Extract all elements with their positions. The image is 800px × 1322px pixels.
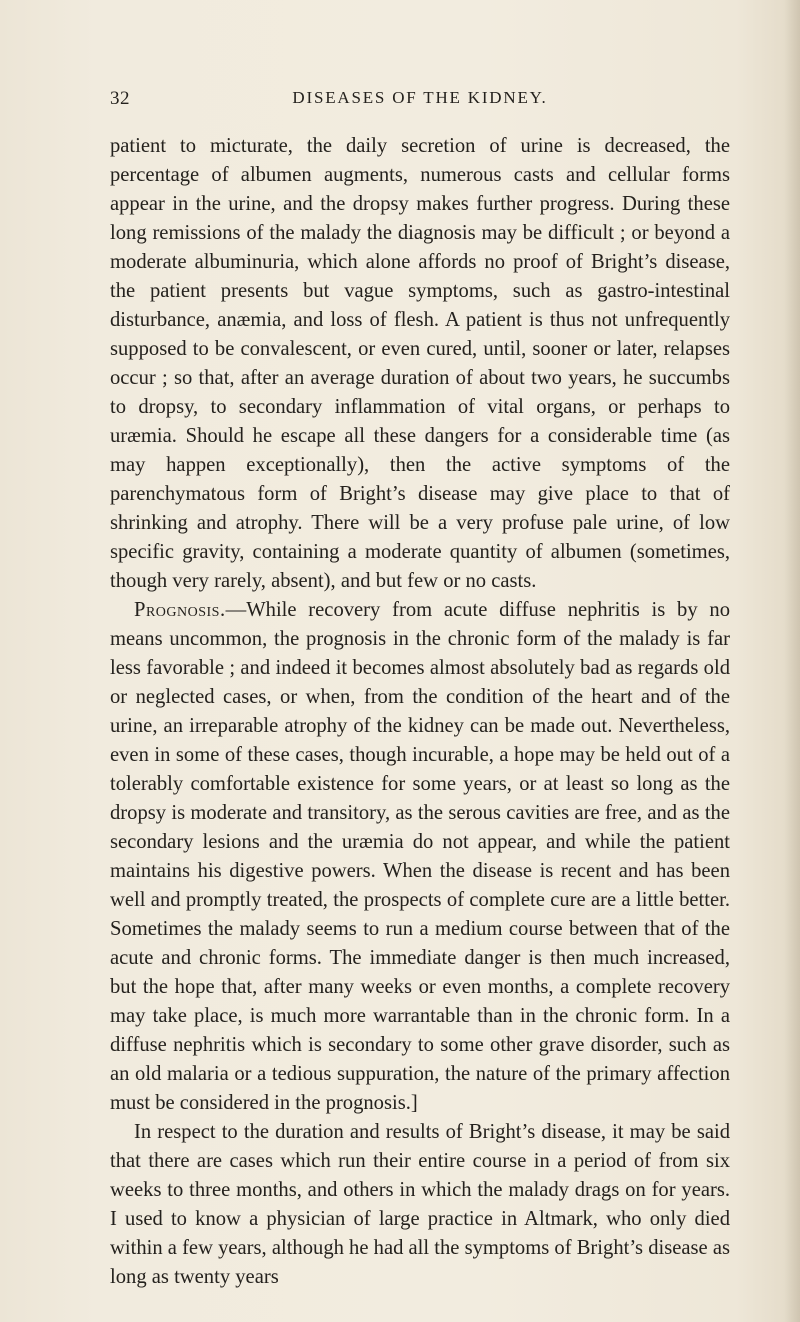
page-edge-shadow [784, 0, 800, 1322]
prognosis-text: —While recovery from acute diffuse nephritis is by no means uncommon, the prognosis in the chronic form of the malady is far less favorable ; and indeed it becomes almost absolutely bad as regards old or neglected cases, or when, from the condition of the heart and of the urine, an irreparable atrophy of the kidney can be made out. Nevertheless, even in some of these cases, though incurable, a hope may be held out of a tolerably comfortable existence for some years, or at least so long as the dropsy is moderate and transitory, as the serous cavities are free, and as the secondary lesions and the uræmia do not appear, and while the patient maintains his digestive powers. When the disease is recent and has been well and promptly treated, the prospects of complete cure are a little better. Sometimes the malady seems to run a medium course between that of the acute and chronic forms. The immediate danger is then much increased, but the hope that, after many weeks or even months, a complete recovery may take place, is much more warrantable than in the chronic form. In a diffuse nephritis which is secondary to some other grave disorder, such as an old malaria or a tedious suppuration, the nature of the primary affection must be considered in the prognosis.] [110, 599, 730, 1114]
paragraph-prognosis [110, 596, 730, 1118]
page-header [110, 88, 730, 118]
paragraph-duration: In respect to the duration and results of Bright’s disease, it may be said that there are cases which run their entire course in a period of from six weeks to three months, and others in which the malady drags on for years. I used to know a physician of large practice in Altmark, who only died within a few years, although he had all the symptoms of Bright’s disease as long as twenty years [110, 1121, 730, 1288]
prognosis-heading: Prognosis. [134, 599, 226, 621]
running-head: DISEASES OF THE KIDNEY. [292, 88, 548, 107]
page-number: 32 [110, 88, 130, 109]
body-text [110, 132, 730, 1292]
paragraph-continuation: patient to micturate, the daily secretion of urine is decreased, the percentage of albumen augments, numerous casts and cellular forms appear in the urine, and the dropsy makes further progress. During these long remissions of the malady the diagnosis may be difficult ; or beyond a moderate albuminuria, which alone affords no proof of Bright’s disease, the patient presents but vague symptoms, such as gastro-intestinal disturbance, anæmia, and loss of flesh. A patient is thus not unfrequently supposed to be convalescent, or even cured, until, sooner or later, relapses occur ; so that, after an average duration of about two years, he succumbs to dropsy, to secondary inflammation of vital organs, or perhaps to uræmia. Should he escape all these dangers for a considerable time (as may happen exceptionally), then the active symptoms of the parenchymatous form of Bright’s disease may give place to that of shrinking and atrophy. There will be a very profuse pale urine, of low specific gravity, containing a moderate quantity of albumen (sometimes, though very rarely, absent), and but few or no casts. [110, 135, 730, 592]
